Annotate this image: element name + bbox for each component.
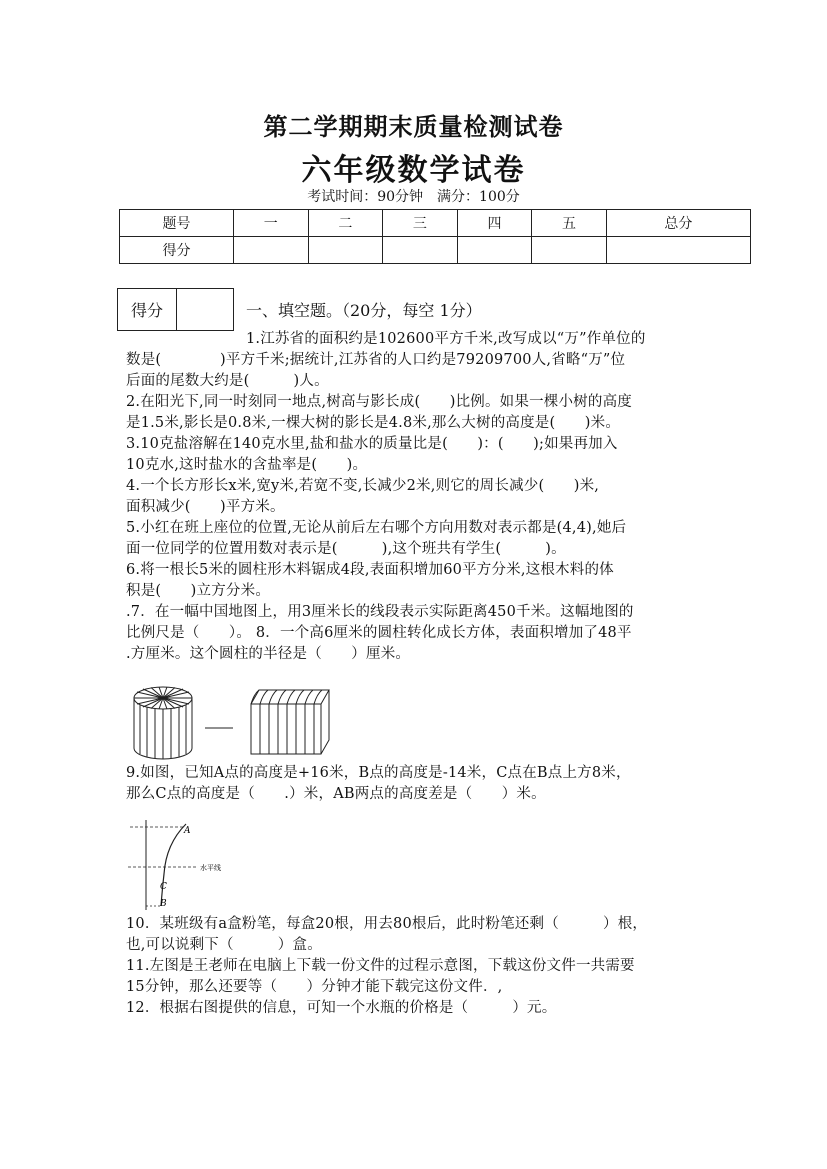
questions-block-1 bbox=[126, 329, 706, 665]
question-line: 15分钟，那么还要等（ ）分钟才能下载完这份文件．, bbox=[126, 979, 503, 995]
question-line: 2.在阳光下,同一时刻同一地点,树高与影长成( )比例。如果一棵小树的高度 bbox=[126, 394, 632, 410]
question-line: 3.10克盐溶解在140克水里,盐和盐水的质量比是( )：( );如果再加入 bbox=[126, 436, 618, 452]
score-header-cell: 一 bbox=[234, 210, 309, 237]
score-header-cell: 二 bbox=[308, 210, 383, 237]
score-table-header-row bbox=[120, 210, 751, 237]
section-grade-box bbox=[117, 288, 234, 331]
curve-line bbox=[161, 824, 186, 906]
question-line: 12．根据右图提供的信息，可知一个水瓶的价格是（ ）元。 bbox=[126, 1000, 557, 1016]
point-c-label: C bbox=[160, 882, 167, 892]
point-a-label: A bbox=[184, 826, 191, 836]
score-header-cell: 五 bbox=[532, 210, 607, 237]
score-cell[interactable] bbox=[383, 237, 458, 264]
question-line: 面一位同学的位置用数对表示是( ),这个班共有学生( )。 bbox=[126, 541, 566, 557]
score-header-cell: 四 bbox=[457, 210, 532, 237]
questions-block-2 bbox=[126, 763, 706, 805]
score-header-cell: 三 bbox=[383, 210, 458, 237]
point-b-label: B bbox=[160, 899, 167, 909]
question-line: 那么C点的高度是（ .）米，AB两点的高度差是（ ）米。 bbox=[126, 786, 546, 802]
score-row-label: 得分 bbox=[120, 237, 234, 264]
question-line: 6.将一根长5米的圆柱形木料锯成4段,表面积增加60平方分米,这根木料的体 bbox=[126, 562, 614, 578]
score-cell[interactable] bbox=[532, 237, 607, 264]
exam-title: 第二学期期末质量检测试卷 bbox=[263, 112, 564, 141]
question-line: 10克水,这时盐水的含盐率是( )。 bbox=[126, 457, 368, 473]
exam-subtitle: 六年级数学试卷 bbox=[301, 153, 526, 188]
question-line: .7．在一幅中国地图上，用3厘米长的线段表示实际距离450千米。这幅地图的 bbox=[126, 604, 634, 620]
question-line: 积是( )立方分米。 bbox=[126, 583, 271, 599]
question-line: 数是( )平方千米;据统计,江苏省的人口约是79209700人,省略“万”位 bbox=[126, 352, 626, 368]
question-line: 比例尺是（ ）。 8．一个高6厘米的圆柱转化成长方体，表面积增加了48平 bbox=[126, 625, 632, 641]
cylinder-to-cuboid-figure bbox=[133, 684, 333, 760]
section-grade-field[interactable] bbox=[177, 289, 233, 330]
question-line: .方厘米。这个圆柱的半径是（ ）厘米。 bbox=[126, 646, 411, 662]
section-title: 一、填空题。（20分，每空 1分） bbox=[246, 301, 482, 320]
score-table-row bbox=[120, 237, 751, 264]
height-diagram bbox=[126, 814, 226, 912]
exam-info: 考试时间：90分钟 满分：100分 bbox=[307, 189, 520, 205]
score-cell[interactable] bbox=[234, 237, 309, 264]
question-line: 10．某班级有a盒粉笔，每盒20根，用去80根后，此时粉笔还剩（ ）根， bbox=[126, 916, 648, 932]
score-cell[interactable] bbox=[457, 237, 532, 264]
water-line-label: 水平线 bbox=[200, 864, 221, 872]
question-line: 5.小红在班上座位的位置,无论从前后左右哪个方向用数对表示都是(4,4),她后 bbox=[126, 520, 627, 536]
section-grade-label: 得分 bbox=[118, 289, 177, 330]
question-line: 9.如图，已知A点的高度是+16米，B点的高度是-14米，C点在B点上方8米， bbox=[126, 765, 631, 781]
question-line: 后面的尾数大约是( )人。 bbox=[126, 373, 329, 389]
questions-block-3 bbox=[126, 914, 706, 1019]
question-line: 面积减少( )平方米。 bbox=[126, 499, 285, 515]
score-header-cell: 总分 bbox=[606, 210, 750, 237]
question-line: 11.左图是王老师在电脑上下载一份文件的过程示意图，下载这份文件一共需要 bbox=[126, 958, 635, 974]
score-cell[interactable] bbox=[606, 237, 750, 264]
question-line: 是1.5米,影长是0.8米,一棵大树的影长是4.8米,那么大树的高度是( )米。 bbox=[126, 415, 621, 431]
question-line: 也,可以说剩下（ ）盒。 bbox=[126, 937, 322, 953]
cylinder-icon bbox=[134, 687, 192, 759]
question-line: 1.江苏省的面积约是102600平方千米,改写成以“万”作单位的 bbox=[246, 331, 646, 347]
question-line: 4.一个长方形长x米,宽y米,若宽不变,长减少2米,则它的周长减少( )米, bbox=[126, 478, 600, 494]
cuboid-icon bbox=[251, 690, 329, 754]
score-cell[interactable] bbox=[308, 237, 383, 264]
score-header-cell: 题号 bbox=[120, 210, 234, 237]
score-table bbox=[119, 209, 751, 264]
